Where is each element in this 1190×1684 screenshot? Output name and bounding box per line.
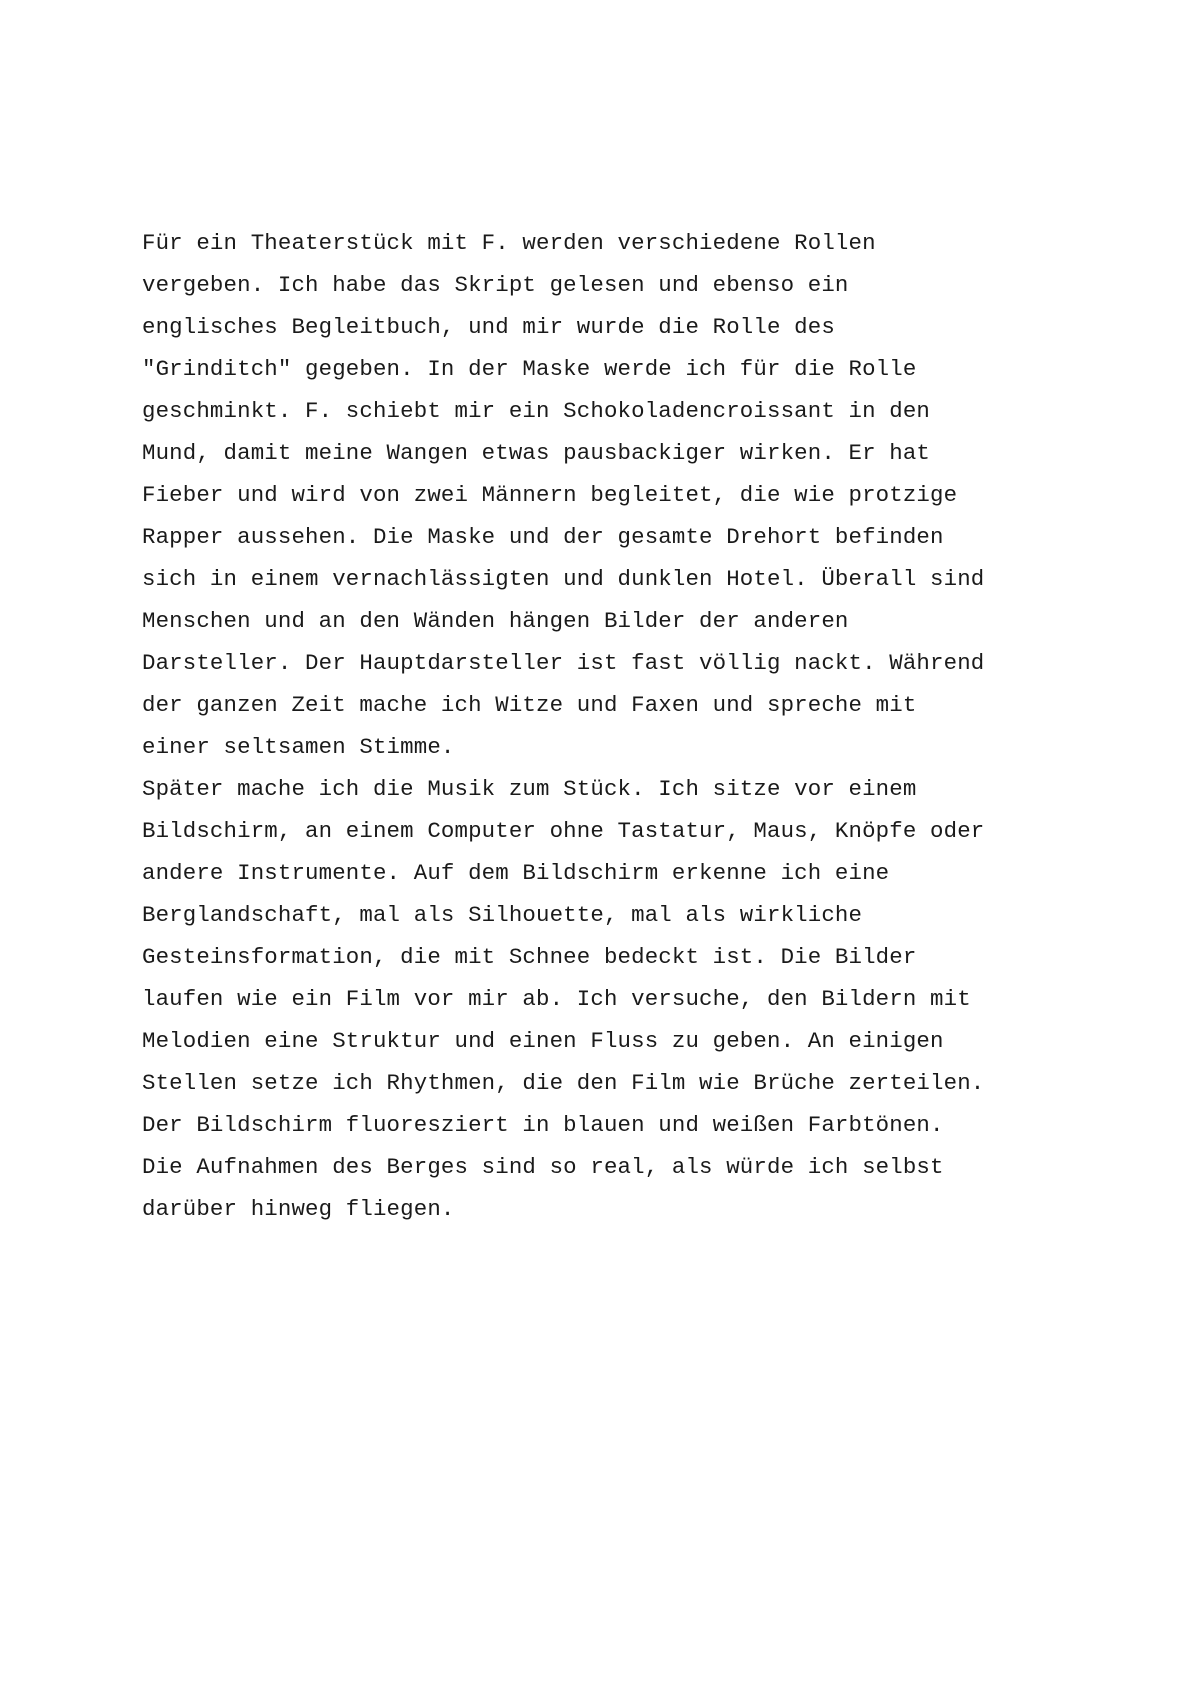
body-text	[142, 222, 1082, 1230]
text-line: Fieber und wird von zwei Männern begleitet, die wie protzige	[142, 482, 958, 508]
text-line: Stellen setze ich Rhythmen, die den Film wie Brüche zerteilen.	[142, 1070, 985, 1096]
text-line: Melodien eine Struktur und einen Fluss zu geben. An einigen	[142, 1028, 944, 1054]
text-line: darüber hinweg fliegen.	[142, 1196, 455, 1222]
text-line: geschminkt. F. schiebt mir ein Schokoladencroissant in den	[142, 398, 931, 424]
text-line: Mund, damit meine Wangen etwas pausbackiger wirken. Er hat	[142, 440, 931, 466]
text-line: Bildschirm, an einem Computer ohne Tastatur, Maus, Knöpfe oder	[142, 818, 985, 844]
text-line: Später mache ich die Musik zum Stück. Ich sitze vor einem	[142, 776, 917, 802]
text-line: "Grinditch" gegeben. In der Maske werde ich für die Rolle	[142, 356, 917, 382]
text-line: englisches Begleitbuch, und mir wurde die Rolle des	[142, 314, 835, 340]
text-line: Menschen und an den Wänden hängen Bilder der anderen	[142, 608, 849, 634]
text-line: Die Aufnahmen des Berges sind so real, als würde ich selbst	[142, 1154, 944, 1180]
text-line: Gesteinsformation, die mit Schnee bedeckt ist. Die Bilder	[142, 944, 917, 970]
text-line: Berglandschaft, mal als Silhouette, mal als wirkliche	[142, 902, 863, 928]
text-line: andere Instrumente. Auf dem Bildschirm erkenne ich eine	[142, 860, 890, 886]
text-line: Der Bildschirm fluoresziert in blauen und weißen Farbtönen.	[142, 1112, 944, 1138]
text-line: einer seltsamen Stimme.	[142, 734, 455, 760]
text-line: Für ein Theaterstück mit F. werden verschiedene Rollen	[142, 230, 876, 256]
text-line: Rapper aussehen. Die Maske und der gesamte Drehort befinden	[142, 524, 944, 550]
text-line: laufen wie ein Film vor mir ab. Ich versuche, den Bildern mit	[142, 986, 971, 1012]
text-line: Darsteller. Der Hauptdarsteller ist fast völlig nackt. Während	[142, 650, 985, 676]
text-line: sich in einem vernachlässigten und dunklen Hotel. Überall sind	[142, 566, 985, 592]
text-line: der ganzen Zeit mache ich Witze und Faxen und spreche mit	[142, 692, 917, 718]
text-line: vergeben. Ich habe das Skript gelesen und ebenso ein	[142, 272, 849, 298]
